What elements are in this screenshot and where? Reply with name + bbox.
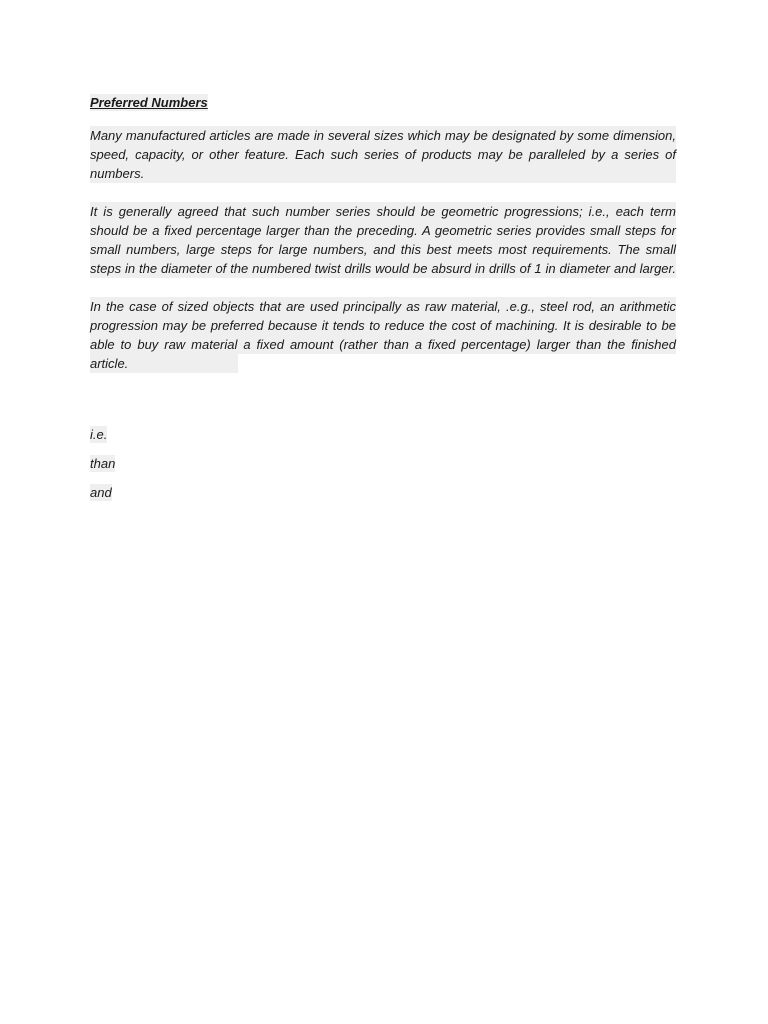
term-row-3	[90, 484, 676, 513]
term-row-2	[90, 455, 676, 484]
term-and: and	[90, 485, 112, 500]
document-title: Preferred Numbers	[90, 95, 208, 110]
document-page	[90, 94, 676, 513]
heading-row	[90, 94, 676, 126]
term-than: than	[90, 456, 116, 471]
paragraph-3: In the case of sized objects that are used principally as raw material, .e.g., steel rod, an arithmetic progression may be preferred because it tends to reduce the cost of machining. It is desirable to be able to buy raw material a fixed amount (rather than a fixed percentage) larger than the finished article.	[90, 299, 676, 371]
term-row-1	[90, 426, 676, 455]
paragraph-1: Many manufactured articles are made in several sizes which may be designated by some dimension, speed, capacity, or other feature. Each such series of products may be paralleled by a series of numbers.	[90, 128, 676, 181]
term-ie: i.e.	[90, 427, 108, 442]
spacer	[90, 392, 676, 426]
paragraph-2: It is generally agreed that such number series should be geometric progressions; i.e., each term should be a fixed percentage larger than the preceding. A geometric series provides small steps for small numbers, large steps for large numbers, and this best meets most requirements. The small steps in the diameter of the numbered twist drills would be absurd in drills of 1 in diameter and larger.	[90, 204, 676, 276]
